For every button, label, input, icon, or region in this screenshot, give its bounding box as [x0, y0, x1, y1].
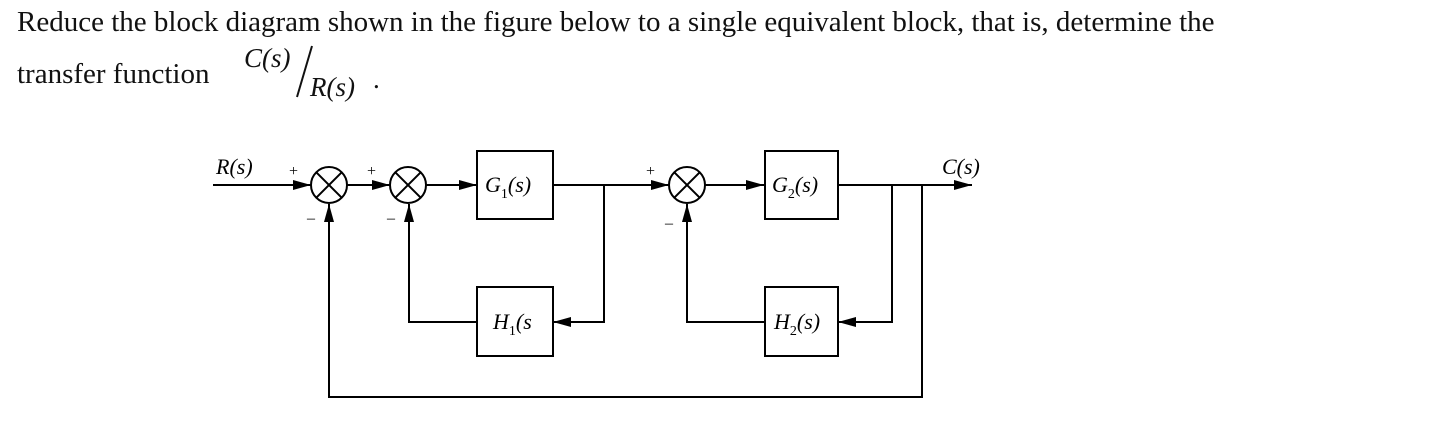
- sj3-plus-sign: +: [646, 163, 656, 180]
- block-h1-label: $H_1(s$: [493, 309, 532, 339]
- block-g1-label: $G_1(s)$: [485, 172, 532, 202]
- summing-junction-3: [669, 167, 705, 203]
- block-h2-label: $H_2(s)$: [774, 309, 821, 339]
- wire-h1-in: [553, 185, 604, 322]
- sj2-plus-sign: +: [367, 163, 377, 180]
- question-line-1: Reduce the block diagram shown in the figure below to a single equivalent block, that is, determine the: [17, 6, 1215, 38]
- sj1-plus-sign: +: [289, 163, 299, 180]
- wire-h1-out: [409, 204, 477, 322]
- block-g2-label: $G_2(s)$: [772, 172, 819, 202]
- wire-h2-out: [687, 204, 765, 322]
- sj3-minus-sign: –: [665, 215, 673, 232]
- sj1-minus-sign: –: [307, 210, 315, 227]
- output-label: C(s): [942, 154, 980, 179]
- tf-numerator: C(s): [244, 43, 291, 73]
- summing-junction-2: [390, 167, 426, 203]
- tf-denominator: R(s): [310, 72, 355, 102]
- summing-junction-1: [311, 167, 347, 203]
- wire-h2-in: [838, 185, 892, 322]
- tf-period: .: [373, 64, 380, 94]
- input-label: R(s): [216, 154, 253, 179]
- question-line-2: transfer function: [17, 58, 210, 90]
- sj2-minus-sign: –: [387, 210, 395, 227]
